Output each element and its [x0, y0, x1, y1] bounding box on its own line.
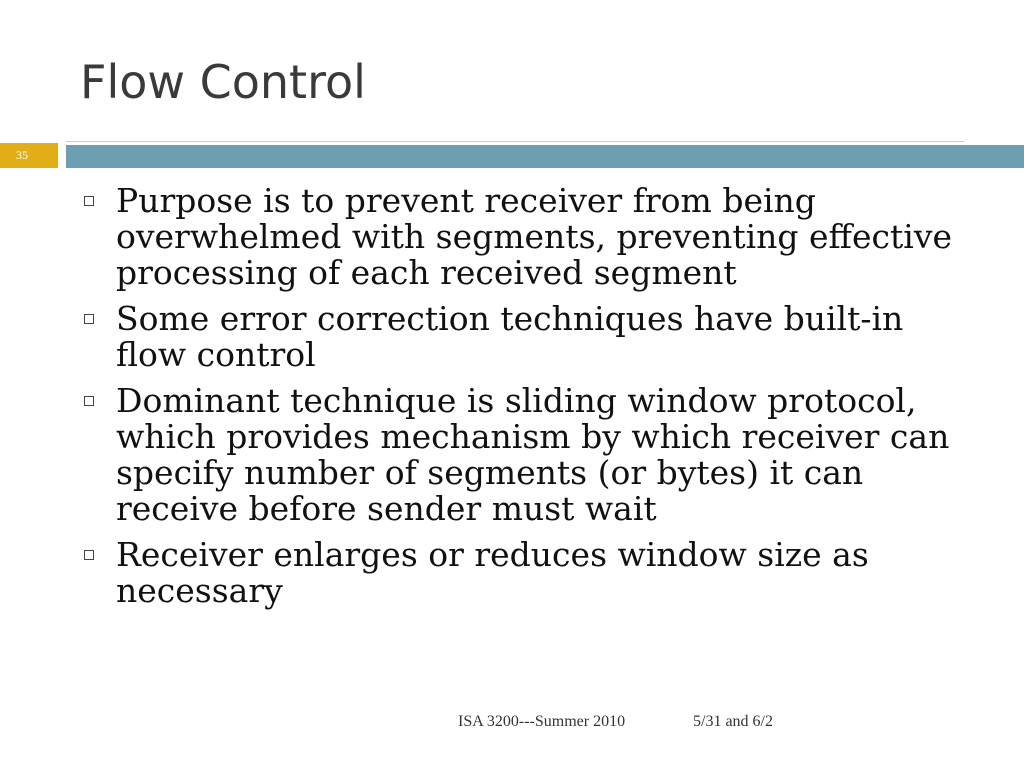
header-rule	[66, 141, 964, 142]
square-bullet-icon	[84, 396, 94, 406]
square-bullet-icon	[84, 314, 94, 324]
footer-course: ISA 3200---Summer 2010	[458, 713, 626, 730]
bullet-text: Purpose is to prevent receiver from being overwhelmed with segments, preventing effective processing of each received segment	[116, 181, 952, 292]
square-bullet-icon	[84, 196, 94, 206]
slide-number: 35	[16, 148, 28, 162]
bullet-item	[80, 537, 980, 609]
bullet-item	[80, 383, 980, 527]
bullet-text: Receiver enlarges or reduces window size as necessary	[116, 535, 869, 610]
bullet-text: Some error correction techniques have built-in flow control	[116, 299, 904, 374]
bullet-text: Dominant technique is sliding window protocol, which provides mechanism by which receiver can specify number of segments (or bytes) it can receive before sender must wait	[116, 381, 950, 528]
bullet-list	[80, 183, 980, 619]
footer-dates: 5/31 and 6/2	[693, 713, 773, 730]
bullet-item	[80, 183, 980, 291]
bullet-item	[80, 301, 980, 373]
header-band	[66, 145, 1024, 168]
slide-title: Flow Control	[80, 55, 366, 109]
square-bullet-icon	[84, 550, 94, 560]
slide-number-box	[0, 143, 58, 168]
